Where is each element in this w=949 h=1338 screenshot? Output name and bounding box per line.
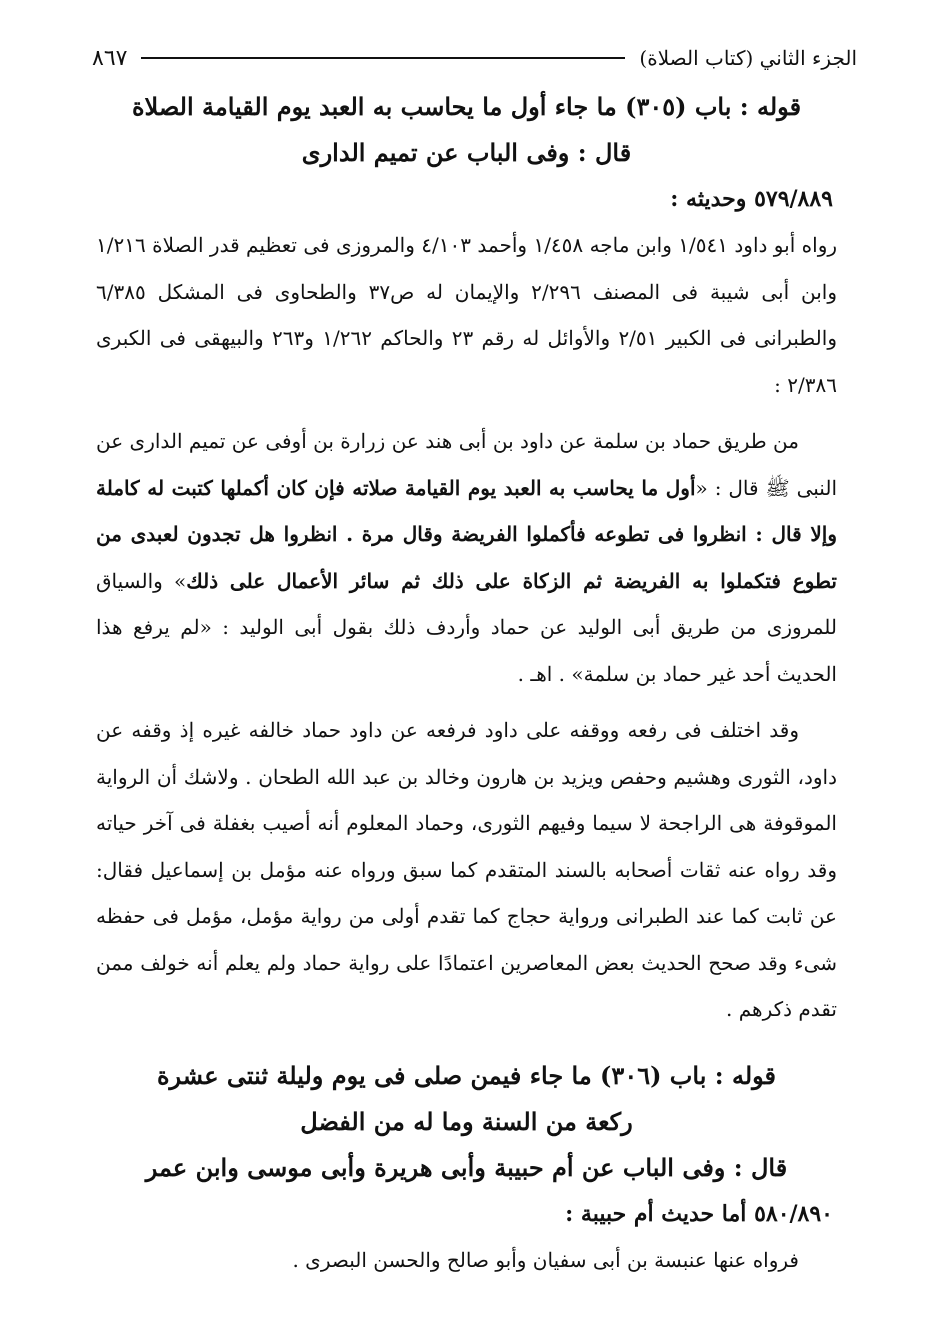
running-header	[92, 38, 857, 78]
chapter-heading-306-line2: ركعة من السنة وما له من الفضل	[300, 1106, 633, 1136]
paragraph-isnad	[96, 418, 837, 697]
paragraph-takhrij: رواه أبو داود ١/٥٤١ وابن ماجه ١/٤٥٨ وأحمد ٤/١٠٣ والمروزى فى تعظيم قدر الصلاة ١/٢١٦ وابن أبى شيبة فى المصنف ٢/٢٩٦ والإيمان له ص٣٧ والطحاوى فى المشكل ٦/٣٨٥ والطبرانى فى الكبير ٢/٥١ والأوائل له رقم ٢٣ والحاكم ١/٢٦٢ و٢٦٣ والبيهقى فى الكبرى ٢/٣٨٦ :	[96, 233, 838, 397]
paragraph-discussion: وقد اختلف فى رفعه ووقفه على داود فرفعه عن داود حماد خالفه غيره إذ وقفه عن داود، الثورى وهشيم وحفص ويزيد بن هارون وخالد بن عبد الله الطحان . ولاشك أن الرواية الموقوفة هى الراجحة لا سيما وفيهم الثورى، وحماد المعلوم أنه أصيب بغفلة فى آخر حياته وقد رواه عنه ثقات أصحابه بالسند المتقدم كما سبق ورواه عنه مؤمل بن إسماعيل فقال: عن ثابت كما عند الطبرانى ورواية حجاج كما تقدم أولى من رواية مؤمل، مؤمل فى حفظه شىء وقد صحح الحديث بعض المعاصرين اعتمادًا على رواية حماد ولم يعلم أنه خولف ممن تقدم ذكرهم .	[96, 718, 837, 1021]
hadith-label-889: ٥٧٩/٨٨٩ وحديثه :	[670, 186, 833, 212]
hadith-matn: أول ما يحاسب به العبد يوم القيامة صلاته فإن كان أكملها كتبت له كاملة وإلا قال : انظروا فى تطوعه فأكملوا الفريضة وقال مرة . انظروا هل تجدون لعبدى من تطوع فتكملوا به الفريضة ثم الزكاة على ذلك ثم سائر الأعمال على ذلك	[96, 475, 837, 593]
running-header-title: الجزء الثاني (كتاب الصلاة)	[639, 46, 857, 70]
paragraph-umm-habiba: فرواه عنها عنبسة بن أبى سفيان وأبو صالح والحسن البصرى .	[292, 1247, 799, 1272]
header-rule	[141, 57, 625, 59]
page-number: ٨٦٧	[92, 45, 128, 71]
chapter-sub-306: قال : وفى الباب عن أم حبيبة وأبى هريرة وأبى موسى وابن عمر	[145, 1152, 788, 1182]
chapter-heading-305: قوله : باب (٣٠٥) ما جاء أول ما يحاسب به العبد يوم القيامة الصلاة	[131, 92, 802, 121]
isnad-text-start: من طريق حماد بن سلمة عن داود بن أبى هند عن زرارة بن أوفى عن تميم الدارى عن النبى ﷺ قال : «	[96, 429, 837, 500]
hadith-label-890: ٥٨٠/٨٩٠ أما حديث أم حبيبة :	[565, 1200, 833, 1227]
isnad-text-end: » والسياق للمروزى من طريق أبى الوليد عن حماد وأردف ذلك بقول أبى الوليد : «لم يرفع هذا الحديث أحد غير حماد بن سلمة» . اهـ .	[96, 568, 837, 686]
page-content	[96, 84, 837, 1283]
chapter-sub-305: قال : وفى الباب عن تميم الدارى	[301, 138, 632, 167]
chapter-heading-306-line1: قوله : باب (٣٠٦) ما جاء فيمن صلى فى يوم وليلة ثنتى عشرة	[156, 1060, 777, 1090]
